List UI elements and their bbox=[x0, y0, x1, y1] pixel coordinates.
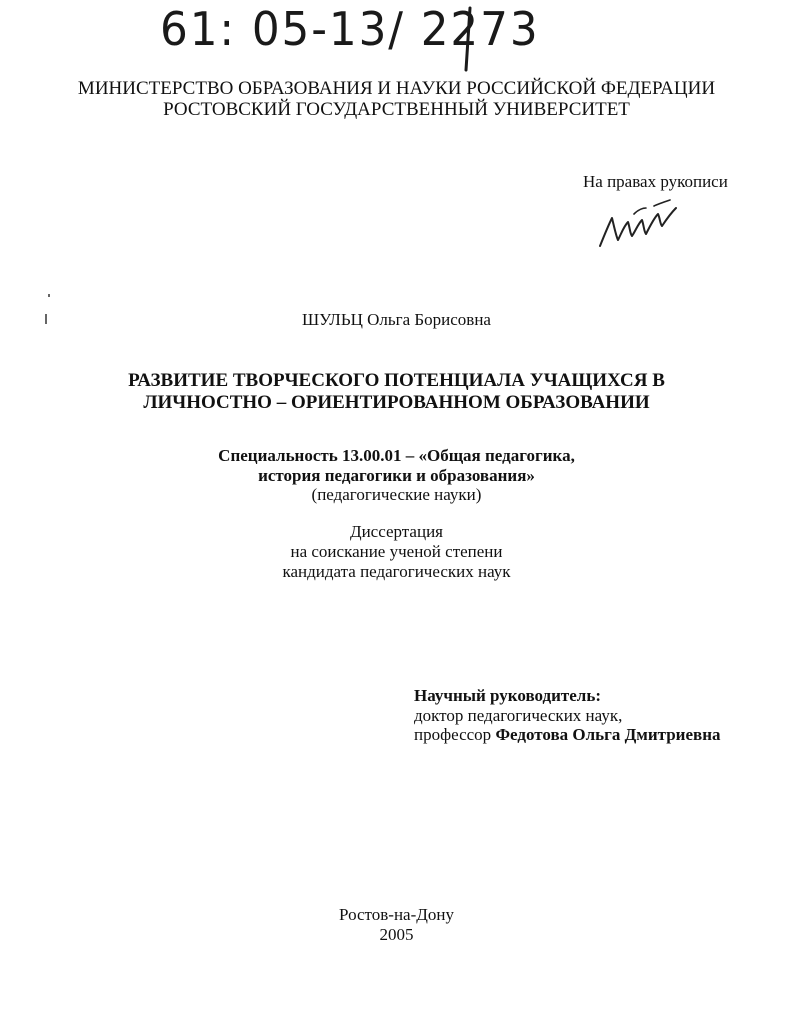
dissertation-title-line1: РАЗВИТИЕ ТВОРЧЕСКОГО ПОТЕНЦИАЛА УЧАЩИХСЯ В bbox=[128, 370, 665, 391]
specialty-line3: (педагогические науки) bbox=[311, 485, 482, 504]
university-heading: РОСТОВСКИЙ ГОСУДАРСТВЕННЫЙ УНИВЕРСИТЕТ bbox=[163, 99, 630, 120]
supervisor-degree: доктор педагогических наук, bbox=[414, 706, 623, 725]
handwritten-slash bbox=[456, 6, 476, 76]
author-name: ШУЛЬЦ Ольга Борисовна bbox=[302, 310, 491, 329]
dissertation-line2: на соискание ученой степени bbox=[290, 542, 503, 561]
year: 2005 bbox=[379, 925, 414, 944]
supervisor-name: Федотова Ольга Дмитриевна bbox=[495, 725, 721, 744]
specialty-line2: история педагогики и образования» bbox=[258, 466, 535, 485]
supervisor-title: профессор bbox=[414, 725, 492, 744]
dissertation-title-line2: ЛИЧНОСТНО – ОРИЕНТИРОВАННОМ ОБРАЗОВАНИИ bbox=[143, 392, 650, 413]
supervisor-line bbox=[414, 725, 721, 745]
dissertation-line3: кандидата педагогических наук bbox=[282, 562, 511, 581]
supervisor-heading: Научный руководитель: bbox=[414, 686, 601, 705]
signature bbox=[594, 196, 684, 252]
manuscript-rights: На правах рукописи bbox=[583, 172, 728, 191]
place: Ростов-на-Дону bbox=[339, 905, 454, 924]
handwritten-archive-code: 61: 05-13/ 2273 bbox=[160, 2, 540, 56]
dissertation-line1: Диссертация bbox=[349, 522, 443, 541]
ministry-heading: МИНИСТЕРСТВО ОБРАЗОВАНИЯ И НАУКИ РОССИЙСКОЙ ФЕДЕРАЦИИ bbox=[77, 78, 716, 99]
specialty-line1: Специальность 13.00.01 – «Общая педагогика, bbox=[218, 446, 575, 465]
